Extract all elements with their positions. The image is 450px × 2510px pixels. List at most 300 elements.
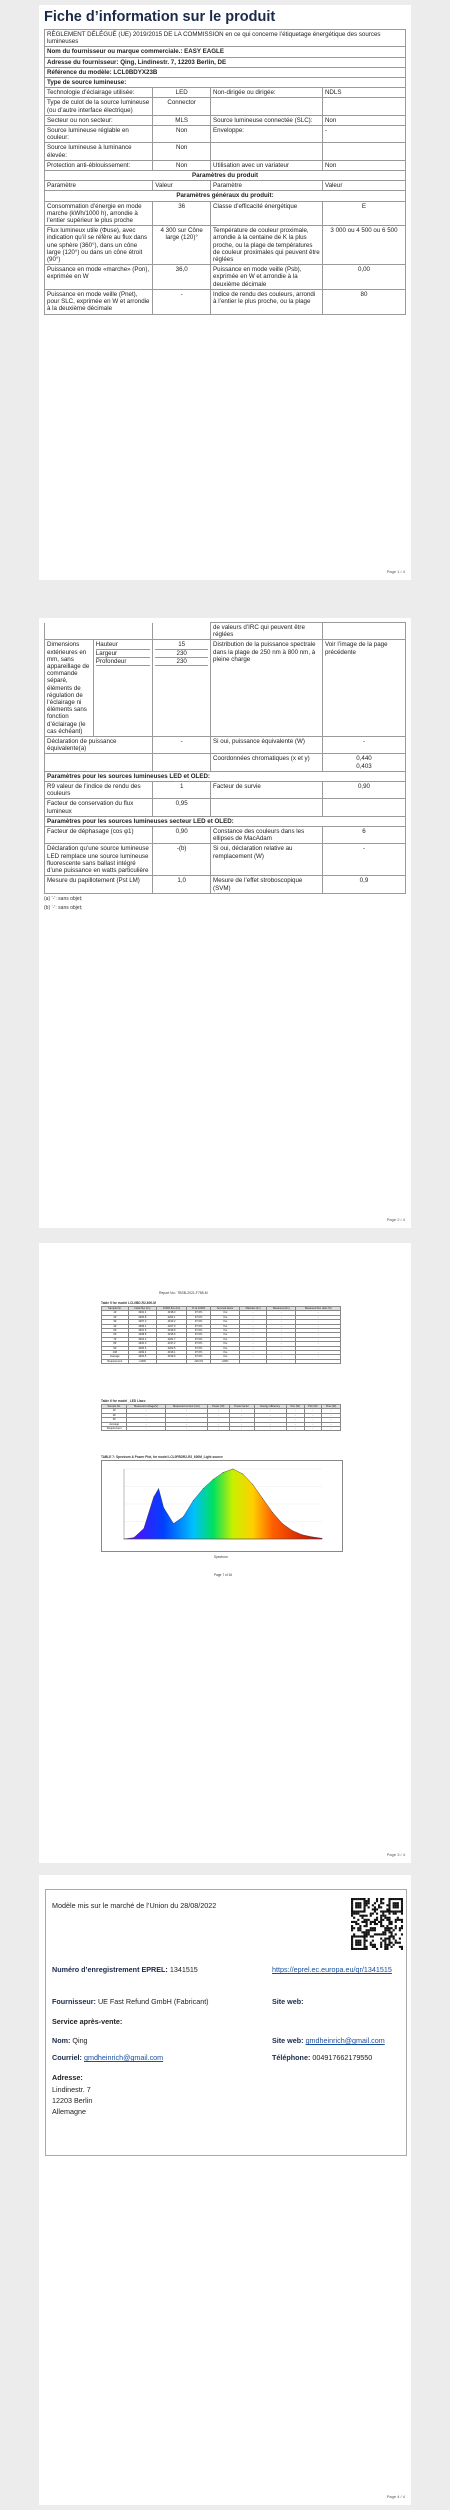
table-cell: - — [240, 1333, 267, 1337]
address-line: Allemagne — [52, 2107, 86, 2116]
table-cell: 4207.0 — [157, 1324, 187, 1328]
table-cell: 97.6% — [187, 1315, 211, 1319]
table-cell: - — [322, 1422, 341, 1426]
dimension-value: 15 — [155, 641, 208, 649]
table-cell: - — [207, 1422, 229, 1426]
col-param-2: Paramètre — [211, 181, 323, 191]
table-cell: - — [254, 1409, 286, 1413]
table-cell: - — [304, 1427, 322, 1431]
param-cell: Consommation d’énergie en mode marche (kWh/1000 h), arrondie à l’entier supérieur le plus proche — [45, 201, 153, 226]
type-row — [45, 126, 406, 143]
param-cell: Enveloppe: — [211, 126, 323, 143]
table-cell: - — [240, 1320, 267, 1324]
table-cell: 4300.0 — [128, 1342, 156, 1346]
value-cell — [322, 143, 405, 160]
param-cell: Puissance en mode veille (Psb), exprimée en W et arrondie à la deuxième décimale — [211, 265, 323, 290]
table-cell: 4299.4 — [128, 1351, 156, 1355]
report-number: Report No.: TBSB-2021-F785-M — [159, 1291, 208, 1295]
value-cell: 4 300 sur Cône large (120)° — [153, 226, 211, 265]
table-cell: 1# — [102, 1311, 129, 1315]
table-cell: 4199.9 — [157, 1329, 187, 1333]
table-cell: - — [165, 1409, 207, 1413]
param-cell: R9 valeur de l’indice de rendu des couleurs — [45, 782, 153, 799]
value-cell: 1 — [153, 782, 211, 799]
spectrum-point — [134, 1537, 135, 1538]
table-cell: - — [296, 1315, 341, 1319]
spectral-value: Voir l’image de la page précédente — [322, 640, 405, 737]
table-cell — [157, 1359, 187, 1363]
param-cell: Source lumineuse à luminance élevée: — [45, 143, 153, 160]
rows-a — [45, 737, 406, 772]
email-label: Courriel: — [52, 2053, 82, 2062]
table-cell: Yes — [211, 1311, 240, 1315]
table-cell: ≥90% — [211, 1359, 240, 1363]
spectrum-point — [158, 1488, 159, 1489]
table-cell: - — [240, 1337, 267, 1341]
table-header-cell: Measured current (mA) — [165, 1405, 207, 1409]
dimension-value: 230 — [155, 658, 208, 666]
table-cell: Yes — [211, 1337, 240, 1341]
param-cell — [45, 754, 153, 771]
table-cell: - — [240, 1311, 267, 1315]
table-cell: 97.6% — [187, 1311, 211, 1315]
spectrum-point — [242, 1474, 243, 1475]
table-cell: 97.6% — [187, 1351, 211, 1355]
table-header-cell: % at 1000h — [187, 1307, 211, 1311]
table-cell: - — [304, 1418, 322, 1422]
supplier-info-box — [45, 1889, 407, 2156]
table-header-cell: Pnet (W) — [322, 1405, 341, 1409]
col-value-1: Valeur — [153, 181, 211, 191]
spectrum-point — [312, 1537, 313, 1538]
table-cell: - — [165, 1427, 207, 1431]
table-cell: - — [240, 1324, 267, 1328]
website-label: Site web: — [272, 1997, 304, 2006]
page-number: Page 1 / 4 — [386, 569, 405, 574]
table-cell: - — [254, 1427, 286, 1431]
param-cell: Mesure de l’effet stroboscopique (SVM) — [211, 876, 323, 893]
param-cell: Protection anti-éblouissement: — [45, 160, 153, 170]
spectral-label: Distribution de la puissance spectrale dans la plage de 250 nm à 800 nm, à pleine charge — [211, 640, 323, 737]
table-cell: - — [207, 1409, 229, 1413]
value-cell: 1,0 — [153, 876, 211, 893]
spectrum-point — [223, 1472, 224, 1473]
value-cell: Non — [153, 160, 211, 170]
footnote-b: (b) ‘-’: sans objet; — [44, 904, 83, 911]
params-header: Paramètres du produit — [45, 171, 406, 181]
table-header-cell: Maintain (lm) — [240, 1307, 267, 1311]
param-cell: Indice de rendu des couleurs, arrondi à l’entier le plus proche, ou la plage — [211, 289, 323, 314]
table-cell: - — [267, 1337, 296, 1341]
general-param-row — [45, 201, 406, 226]
table-cell: - — [267, 1311, 296, 1315]
value-cell: Non — [322, 160, 405, 170]
table-cell: 3# — [102, 1418, 127, 1422]
table-cell: 97.6% — [187, 1324, 211, 1328]
value-cell: -(b) — [153, 844, 211, 876]
supplier-label: Fournisseur: — [52, 1997, 96, 2006]
table-cell: - — [286, 1413, 304, 1417]
table-header-cell: Sample No. — [102, 1405, 127, 1409]
table-cell: - — [165, 1418, 207, 1422]
param-cell: Source lumineuse réglable en couleur: — [45, 126, 153, 143]
regulation-text: RÈGLEMENT DÉLÉGUÉ (UE) 2019/2015 DE LA COMMISSION en ce qui concerne l’étiquetage énergétique des sources lumineuses — [45, 30, 406, 47]
table-cell: - — [286, 1418, 304, 1422]
supplier-address: Adresse du fournisseur: Qing, Lindinestr. 7, 12203 Berlin, DE — [45, 57, 406, 67]
table-cell: 97.6% — [187, 1329, 211, 1333]
value-cell: 0,00 — [322, 265, 405, 290]
param-cell — [211, 98, 323, 115]
param-cell: Température de couleur proximale, arrondie à la centaine de K la plus proche, ou la plage de températures de couleur proximales qui peuvent être réglées — [211, 226, 323, 265]
table-cell: Yes — [211, 1324, 240, 1328]
param-cell: Type de culot de la source lumineuse (ou d’autre interface électrique) — [45, 98, 153, 115]
address-lines — [52, 2084, 92, 2117]
spectrum-point — [322, 1538, 323, 1539]
product-info-table — [44, 29, 406, 315]
table-cell: 4198.3 — [157, 1311, 187, 1315]
table-cell — [296, 1359, 341, 1363]
table-cell: 2# — [102, 1315, 129, 1319]
address-line: Lindinestr. 7 — [52, 2085, 91, 2094]
table-cell: 4196.1 — [157, 1351, 187, 1355]
after-sales-label: Service après-vente: — [52, 2017, 123, 2026]
test-table-2 — [101, 1404, 341, 1431]
table-cell: - — [240, 1329, 267, 1333]
table-cell: 4302.4 — [128, 1311, 156, 1315]
table-cell: 5# — [102, 1329, 129, 1333]
table-cell: Yes — [211, 1320, 240, 1324]
table-cell: - — [296, 1311, 341, 1315]
value-cell: - — [153, 737, 211, 754]
type-row — [45, 88, 406, 98]
qr-code-icon[interactable] — [351, 1898, 403, 1950]
table-cell: - — [207, 1427, 229, 1431]
table-cell: - — [240, 1351, 267, 1355]
spectrum-point — [173, 1523, 174, 1524]
spectrum-point — [233, 1469, 234, 1470]
table-cell: - — [322, 1413, 341, 1417]
param-row — [45, 737, 406, 754]
spectrum-point — [292, 1530, 293, 1531]
table-cell: - — [296, 1320, 341, 1324]
table-cell: - — [267, 1333, 296, 1337]
dimension-values — [153, 640, 211, 737]
value-cell: Connector — [153, 98, 211, 115]
table-cell: 4199.6 — [157, 1355, 187, 1359]
contact-name-value: Qing — [72, 2036, 88, 2045]
value-cell: 36 — [153, 201, 211, 226]
value-cell: - — [322, 126, 405, 143]
table-cell: - — [296, 1351, 341, 1355]
table-cell: - — [296, 1355, 341, 1359]
table-cell: - — [267, 1346, 296, 1350]
rows-c — [45, 827, 406, 894]
value-cell — [322, 799, 405, 816]
table-cell — [267, 1359, 296, 1363]
table-cell: 4309.1 — [128, 1324, 156, 1328]
page-number: Page 3 / 4 — [386, 1852, 405, 1857]
model-reference: Référence du modèle: LCL0BDYX23B — [45, 67, 406, 77]
table-cell: - — [322, 1409, 341, 1413]
param-cell — [211, 799, 323, 816]
table-cell: Yes — [211, 1351, 240, 1355]
table-cell: Yes — [211, 1346, 240, 1350]
table-cell: ≥96.0% — [187, 1359, 211, 1363]
param-cell: Flux lumineux utile (Φuse), avec indication qu’il se réfère au flux dans une sphère (360°), dans un cône large (120°) ou dans un cône étroit (90°) — [45, 226, 153, 265]
table-cell: - — [267, 1342, 296, 1346]
table-header-cell: Power factor — [229, 1405, 254, 1409]
table-cell: - — [207, 1413, 229, 1417]
mls-param-row — [45, 876, 406, 893]
supplier-value: UE Fast Refund GmbH (Fabricant) — [97, 1997, 209, 2006]
dimensions-cell — [45, 640, 153, 737]
table-cell: 4298.8 — [128, 1333, 156, 1337]
type-row — [45, 143, 406, 160]
table-2-title: Table 6 for model _LED Llaco — [101, 1399, 146, 1403]
table-cell: 8# — [102, 1342, 129, 1346]
table-cell: - — [229, 1422, 254, 1426]
param-cell: Facteur de survie — [211, 782, 323, 799]
table-cell: Average — [102, 1422, 127, 1426]
table-cell: 4201.7 — [157, 1337, 187, 1341]
mls-param-row — [45, 844, 406, 876]
table-cell: - — [127, 1413, 165, 1417]
table-header-cell: Measured (lm) — [267, 1307, 296, 1311]
page-1 — [39, 5, 411, 580]
table-cell: Yes — [211, 1355, 240, 1359]
param-cell: Mesure du papillotement (Pst LM) — [45, 876, 153, 893]
param-cell: Constance des couleurs dans les ellipses de MacAdam — [211, 827, 323, 844]
param-cell: Déclaration qu’une source lumineuse LED remplace une source lumineuse fluorescente sans ballast intégré d’une puissance en watts particulière — [45, 844, 153, 876]
cri-continued: de valeurs d’IRC qui peuvent être réglées — [211, 623, 323, 640]
table-cell: 7# — [102, 1337, 129, 1341]
table-cell: - — [296, 1346, 341, 1350]
table-cell: Yes — [211, 1333, 240, 1337]
spectrum-point — [183, 1516, 184, 1517]
table-cell: - — [207, 1418, 229, 1422]
footnote-a: (a) ‘-’: sans objet; — [44, 895, 83, 902]
param-cell: Facteur de conservation du flux lumineux — [45, 799, 153, 816]
param-cell — [211, 143, 323, 160]
general-param-row — [45, 289, 406, 314]
table-cell: - — [322, 1418, 341, 1422]
table-cell: 4193.2 — [157, 1320, 187, 1324]
spectrum-plot — [102, 1461, 342, 1551]
led-param-row — [45, 782, 406, 799]
table-cell: Yes — [211, 1342, 240, 1346]
rows-b — [45, 782, 406, 817]
table-cell: - — [296, 1333, 341, 1337]
eprel-link[interactable]: https://eprel.ec.europa.eu/qr/1341515 — [272, 1965, 392, 1974]
table-cell: - — [286, 1427, 304, 1431]
table-cell: - — [286, 1409, 304, 1413]
table-cell: 97.6% — [187, 1337, 211, 1341]
table-cell: 3# — [102, 1320, 129, 1324]
table-cell: 9# — [102, 1346, 129, 1350]
spectrum-point — [143, 1528, 144, 1529]
dimension-name: Profondeur — [96, 658, 151, 666]
value-cell: - — [322, 844, 405, 876]
table-cell: 1# — [102, 1409, 127, 1413]
value-cell: 0,440 0,403 — [322, 754, 405, 771]
param-cell: Secteur ou non secteur: — [45, 115, 153, 125]
spectrum-point — [203, 1488, 204, 1489]
table-cell: - — [229, 1427, 254, 1431]
general-param-row — [45, 265, 406, 290]
page-3 — [39, 1243, 411, 1863]
table-cell: - — [296, 1329, 341, 1333]
phone-value: 004917662179550 — [312, 2053, 373, 2062]
dimensions-label: Dimensions extérieures en mm, sans appareillage de commande séparé, éléments de régulation de l’éclairage ni éléments sans fonction d’éclairage (le cas échéant) — [47, 641, 90, 735]
table-cell: 97.6% — [187, 1333, 211, 1337]
supplier-name: Nom du fournisseur ou marque commerciale.: EASY EAGLE — [45, 47, 406, 57]
table-cell: - — [127, 1418, 165, 1422]
page-number: Page 4 / 4 — [386, 2494, 405, 2499]
address-label: Adresse: — [52, 2073, 83, 2082]
table-cell: Yes — [211, 1315, 240, 1319]
table-row — [102, 1427, 341, 1431]
param-cell: Si oui, puissance équivalente (W) — [211, 737, 323, 754]
value-cell: 3 000 ou 4 500 ou 6 500 — [322, 226, 405, 265]
value-cell: - — [322, 737, 405, 754]
table-cell: 4301.5 — [128, 1329, 156, 1333]
table-cell: - — [322, 1427, 341, 1431]
service-website-label: Site web: — [272, 2036, 304, 2045]
spectrum-chart — [101, 1460, 343, 1552]
value-cell: LED — [153, 88, 211, 98]
table-cell: ≥4300 — [128, 1359, 156, 1363]
table-cell: - — [127, 1422, 165, 1426]
param-cell: Si oui, déclaration relative au remplacement (W) — [211, 844, 323, 876]
table-cell: - — [229, 1413, 254, 1417]
param-cell: Coordonnées chromatiques (x et y) — [211, 754, 323, 771]
figure-title: TABLE 7: Spectrum & Power Plot, for model LCL0FBDR2-R2_600M_Light source — [101, 1455, 223, 1459]
table-cell: 4305.6 — [128, 1346, 156, 1350]
dimension-value: 230 — [155, 650, 208, 658]
eprel-label: Numéro d’enregistrement EPREL: — [52, 1965, 168, 1974]
value-cell: E — [322, 201, 405, 226]
table-cell: - — [127, 1409, 165, 1413]
spectrum-point — [153, 1497, 154, 1498]
table-cell: - — [267, 1355, 296, 1359]
table-cell: - — [165, 1413, 207, 1417]
value-cell: 80 — [322, 289, 405, 314]
table-cell: 97.6% — [187, 1320, 211, 1324]
table-cell: - — [286, 1422, 304, 1426]
table-cell: - — [267, 1324, 296, 1328]
col-value-2: Valeur — [322, 181, 405, 191]
table-cell: 97.6% — [187, 1355, 211, 1359]
table-cell: 4195.6 — [157, 1333, 187, 1337]
table-cell: Requirement — [102, 1359, 129, 1363]
spectrum-point — [302, 1534, 303, 1535]
table-cell: - — [254, 1413, 286, 1417]
column-header-row — [45, 181, 406, 191]
table-cell: - — [267, 1320, 296, 1324]
table-header-cell: Survival factor — [211, 1307, 240, 1311]
table-cell: 4306.8 — [128, 1315, 156, 1319]
table-cell: Yes — [211, 1329, 240, 1333]
table-header-cell: Power (W) — [207, 1405, 229, 1409]
table-cell: - — [240, 1315, 267, 1319]
table-header-cell: Measured flux ratio (%) — [296, 1307, 341, 1311]
table-cell: 4302.5 — [128, 1355, 156, 1359]
value-cell: MLS — [153, 115, 211, 125]
table-header-cell: Measured voltage(V) — [127, 1405, 165, 1409]
contact-name-label: Nom: — [52, 2036, 71, 2045]
table-cell: - — [267, 1351, 296, 1355]
table-cell: 6# — [102, 1333, 129, 1337]
general-param-row — [45, 226, 406, 265]
table-cell: - — [229, 1418, 254, 1422]
param-cell: Source lumineuse connectée (SLC): — [211, 115, 323, 125]
dimension-name: Hauteur — [96, 641, 151, 649]
table-cell: - — [296, 1342, 341, 1346]
table-cell: - — [240, 1355, 267, 1359]
value-cell: 36,0 — [153, 265, 211, 290]
type-rows — [45, 88, 406, 171]
type-header: Type de source lumineuse: — [45, 78, 406, 88]
page-title: Fiche d’information sur le produit — [44, 9, 276, 25]
table-cell: - — [127, 1427, 165, 1431]
param-cell: Puissance en mode veille (Pnet), pour SLC, exprimée en W et arrondie à la deuxième décimale — [45, 289, 153, 314]
led-oled-header: Paramètres pour les sources lumineuses LED et OLED: — [45, 771, 406, 781]
email-value[interactable]: gmdheinrich@gmail.com — [83, 2053, 164, 2062]
table-header-cell: Psb (W) — [304, 1405, 322, 1409]
table-cell: - — [240, 1342, 267, 1346]
spectrum-point — [252, 1484, 253, 1485]
param-cell: Technologie d’éclairage utilisée: — [45, 88, 153, 98]
market-date: Modèle mis sur le marché de l’Union du 28/08/2022 — [52, 1901, 217, 1910]
table-cell: 10# — [102, 1351, 129, 1355]
service-website-value[interactable]: gmdheinrich@gmail.com — [305, 2036, 385, 2045]
value-cell: Non — [153, 143, 211, 160]
table-header-cell: Sample No. — [102, 1307, 129, 1311]
table-cell: - — [267, 1329, 296, 1333]
table-cell: - — [304, 1422, 322, 1426]
table-cell: 97.6% — [187, 1342, 211, 1346]
table-row — [102, 1359, 341, 1363]
led-param-row — [45, 799, 406, 816]
general-header: Paramètres généraux du produit: — [45, 191, 406, 201]
test-table-1 — [101, 1306, 341, 1364]
param-cell: Classe d’efficacité énergétique — [211, 201, 323, 226]
param-cell: Non-dirigée ou dirigée: — [211, 88, 323, 98]
eprel-value: 1341515 — [169, 1965, 198, 1974]
table-cell: - — [296, 1337, 341, 1341]
type-row — [45, 98, 406, 115]
spectrum-point — [213, 1479, 214, 1480]
page-number: Page 2 / 4 — [386, 1217, 405, 1222]
value-cell: NDLS — [322, 88, 405, 98]
value-cell — [153, 754, 211, 771]
mls-header: Paramètres pour les sources lumineuses secteur LED et OLED: — [45, 816, 406, 826]
page-2 — [39, 618, 411, 1228]
table-cell: - — [240, 1346, 267, 1350]
table-cell — [240, 1359, 267, 1363]
value-cell: 0,9 — [322, 876, 405, 893]
value-cell: 0,90 — [153, 827, 211, 844]
dimension-names — [93, 640, 152, 736]
table-cell: 4304.2 — [128, 1337, 156, 1341]
table-header-cell: 1000h flux (lm) — [157, 1307, 187, 1311]
product-info-table-2 — [44, 622, 406, 894]
spectrum-point — [262, 1498, 263, 1499]
mls-param-row — [45, 827, 406, 844]
table-cell: 4204.1 — [157, 1315, 187, 1319]
value-cell: Non — [322, 115, 405, 125]
spectrum-point — [193, 1500, 194, 1501]
